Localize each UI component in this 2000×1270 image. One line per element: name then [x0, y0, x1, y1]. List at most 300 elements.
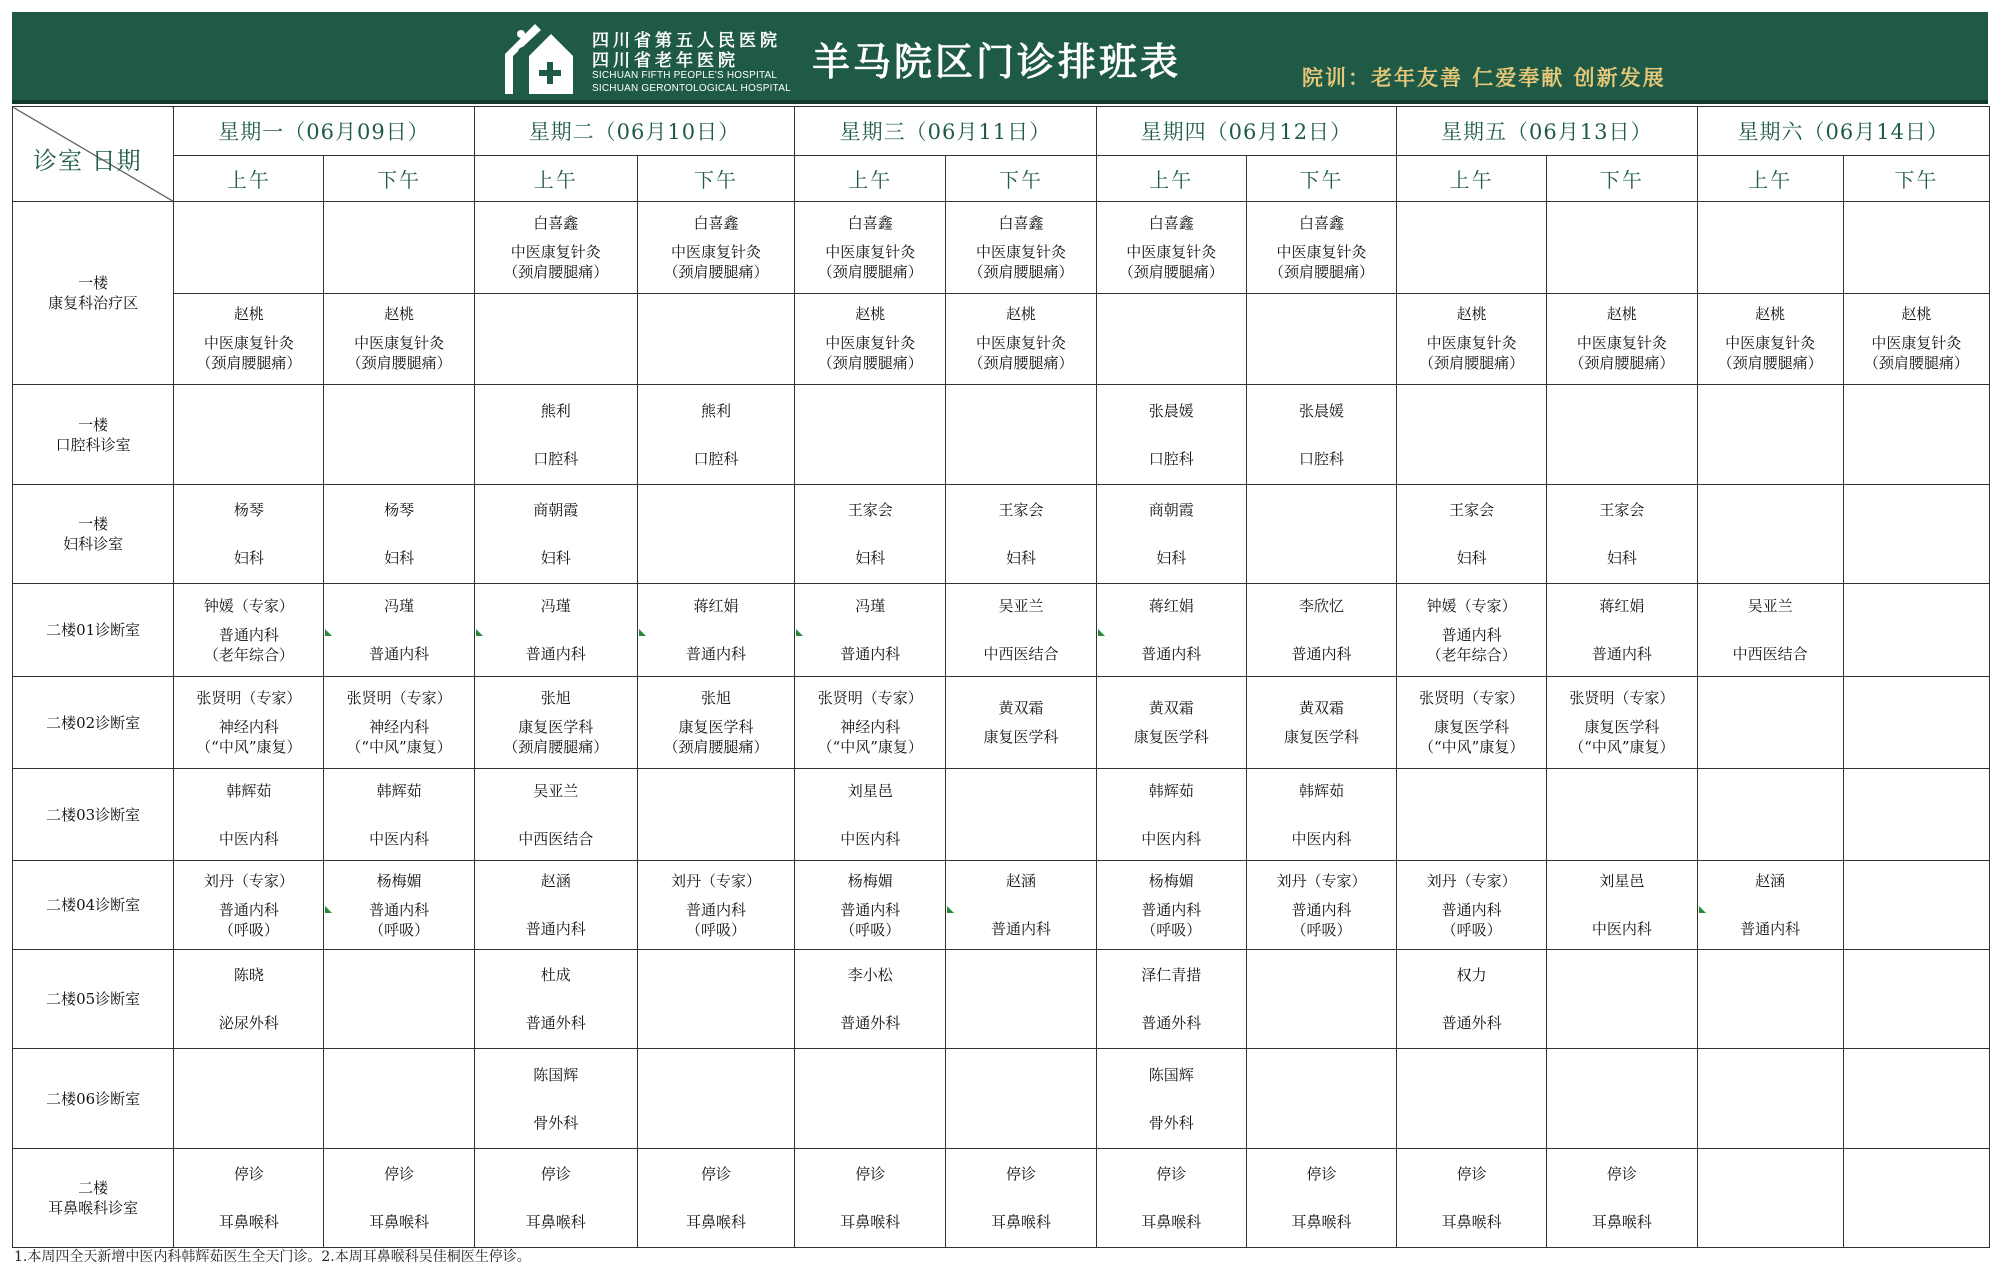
department-name: 耳鼻喉科: [1441, 1213, 1502, 1231]
department-name: 中医康复针灸: [1276, 242, 1367, 261]
schedule-cell: [1246, 584, 1396, 677]
department-note: （呼吸）: [1291, 920, 1352, 939]
schedule-cell-empty: [637, 1049, 794, 1149]
doctor-name: 吴亚兰: [1747, 597, 1793, 615]
corner-header: [13, 107, 174, 202]
schedule-row: [13, 385, 1990, 485]
department-name: 中医内科: [1291, 829, 1352, 848]
doctor-name: 张贤明（专家）: [1419, 689, 1525, 707]
department-note: （老年综合）: [203, 645, 294, 664]
room-label-line: 耳鼻喉科诊室: [48, 1199, 139, 1217]
schedule-cell: [946, 861, 1096, 950]
schedule-cell: [795, 202, 946, 294]
department-name: 普通内科: [525, 645, 586, 663]
doctor-name: 停诊: [1156, 1165, 1187, 1183]
cell-comment-marker-icon: [325, 629, 332, 636]
schedule-cell: [1096, 861, 1246, 950]
schedule-cell-empty: [1843, 861, 1989, 950]
doctor-name: 黄双霜: [1298, 699, 1344, 717]
department-name: 中医康复针灸: [1426, 334, 1517, 353]
department-name: 耳鼻喉科: [1591, 1213, 1652, 1231]
schedule-cell: [1397, 1149, 1547, 1248]
schedule-row: [13, 950, 1990, 1049]
doctor-name: 赵桃: [1606, 305, 1637, 324]
department-name: 康复医学科: [518, 718, 594, 736]
department-name: 中医内科: [218, 829, 279, 848]
department-note: （老年综合）: [1426, 645, 1517, 664]
department-name: 妇科: [233, 549, 264, 567]
department-note: （呼吸）: [686, 920, 747, 939]
schedule-cell-empty: [795, 385, 946, 485]
doctor-name: 张晨媛: [1298, 401, 1344, 420]
doctor-name: 李小松: [847, 966, 893, 984]
department-note: （呼吸）: [218, 920, 279, 939]
doctor-name: 黄双霜: [998, 699, 1044, 717]
schedule-cell-empty: [1697, 202, 1843, 294]
day-header: 星期五（06月13日）: [1397, 107, 1697, 156]
schedule-cell-empty: [637, 769, 794, 861]
department-note: （“中风”康复）: [346, 738, 452, 756]
schedule-row: [13, 769, 1990, 861]
schedule-cell-empty: [1547, 1049, 1697, 1149]
room-label: [13, 769, 174, 861]
department-name: 普通内科: [1441, 625, 1502, 644]
schedule-cell: [474, 769, 637, 861]
doctor-name: 杨梅媚: [1148, 871, 1194, 890]
schedule-cell: [1246, 769, 1396, 861]
schedule-cell: [1697, 293, 1843, 385]
schedule-cell: [946, 1149, 1096, 1248]
department-note: （颈肩腰腿痛）: [196, 354, 302, 373]
schedule-cell: [795, 293, 946, 385]
schedule-cell-empty: [1697, 1049, 1843, 1149]
schedule-cell-empty: [946, 1049, 1096, 1149]
doctor-name: 张贤明（专家）: [196, 689, 302, 707]
doctor-name: 权力: [1456, 966, 1487, 984]
department-name: 耳鼻喉科: [525, 1213, 586, 1231]
department-name: 康复医学科: [1133, 728, 1209, 746]
schedule-cell: [637, 202, 794, 294]
schedule-cell: [174, 677, 324, 769]
half-day-header: 上午: [474, 156, 637, 202]
department-name: 中医康复针灸: [975, 242, 1066, 261]
schedule-cell: [174, 584, 324, 677]
department-name: 普通内科: [218, 900, 279, 919]
department-name: 口腔科: [1298, 449, 1344, 468]
department-note: （颈肩腰腿痛）: [968, 262, 1074, 281]
department-name: 妇科: [540, 549, 571, 567]
department-name: 中医康复针灸: [510, 242, 601, 261]
schedule-cell-empty: [1843, 1149, 1989, 1248]
department-name: 普通内科: [1141, 900, 1202, 919]
schedule-cell: [1246, 861, 1396, 950]
schedule-cell-empty: [1697, 1149, 1843, 1248]
doctor-name: 刘丹（专家）: [203, 871, 294, 890]
schedule-cell: [1246, 677, 1396, 769]
schedule-cell: [1843, 293, 1989, 385]
schedule-cell: [1397, 677, 1547, 769]
doctor-name: 黄双霜: [1148, 699, 1194, 717]
schedule-cell-empty: [637, 293, 794, 385]
schedule-cell: [1547, 293, 1697, 385]
schedule-cell: [1697, 584, 1843, 677]
department-note: （颈肩腰腿痛）: [663, 262, 769, 281]
schedule-cell-empty: [174, 1049, 324, 1149]
schedule-cell: [474, 1149, 637, 1248]
department-name: 耳鼻喉科: [686, 1213, 747, 1231]
department-name: 中医康复针灸: [354, 334, 445, 353]
department-name: 普通内科: [840, 900, 901, 919]
schedule-cell-empty: [946, 950, 1096, 1049]
half-day-header: 下午: [1843, 156, 1989, 202]
doctor-name: 白喜鑫: [1148, 213, 1194, 232]
day-header: 星期四（06月12日）: [1096, 107, 1396, 156]
room-label-line: 口腔科诊室: [55, 435, 131, 454]
schedule-row: [13, 861, 1990, 950]
department-name: 康复医学科: [678, 718, 754, 736]
doctor-name: 赵涵: [540, 872, 571, 890]
schedule-cell: [324, 1149, 474, 1248]
schedule-cell: [795, 861, 946, 950]
schedule-cell: [1096, 385, 1246, 485]
schedule-cell-empty: [1843, 385, 1989, 485]
doctor-name: 韩辉茹: [226, 781, 272, 800]
doctor-name: 刘丹（专家）: [671, 871, 762, 890]
doctor-name: 白喜鑫: [533, 213, 579, 232]
half-day-header-row: [13, 156, 1990, 202]
department-name: 康复医学科: [1434, 718, 1510, 736]
hospital-name-en-1: SICHUAN FIFTH PEOPLE'S HOSPITAL: [592, 70, 778, 81]
doctor-name: 停诊: [384, 1165, 415, 1183]
schedule-cell: [474, 485, 637, 584]
department-note: （颈肩腰腿痛）: [817, 354, 923, 373]
room-label-line: 一楼: [78, 415, 109, 434]
doctor-name: 冯瑾: [384, 597, 415, 615]
hospital-motto: 院训：老年友善 仁爱奉献 创新发展: [1302, 65, 1666, 90]
schedule-cell: [1246, 202, 1396, 294]
room-label-line: 一楼: [78, 515, 109, 533]
department-name: 骨外科: [533, 1113, 579, 1132]
schedule-cell: [1397, 950, 1547, 1049]
cell-comment-marker-icon: [1699, 906, 1706, 913]
schedule-cell: [1246, 1149, 1396, 1248]
room-label: [13, 584, 174, 677]
half-day-header: 上午: [174, 156, 324, 202]
department-name: 普通内科: [686, 900, 747, 919]
schedule-cell-empty: [1843, 950, 1989, 1049]
department-name: 妇科: [384, 549, 415, 567]
hospital-logo-icon: [499, 16, 579, 96]
schedule-cell-empty: [1397, 769, 1547, 861]
schedule-cell-empty: [1397, 385, 1547, 485]
doctor-name: 杜成: [540, 966, 571, 984]
schedule-cell: [637, 385, 794, 485]
schedule-cell-empty: [946, 385, 1096, 485]
doctor-name: 钟媛（专家）: [203, 596, 294, 615]
department-name: 普通内科: [218, 625, 279, 644]
doctor-name: 王家会: [1449, 501, 1495, 519]
schedule-cell-empty: [946, 769, 1096, 861]
schedule-cell-empty: [324, 202, 474, 294]
schedule-cell: [1096, 485, 1246, 584]
department-name: 普通内科: [1441, 900, 1502, 919]
room-label-line: 二楼: [78, 1179, 109, 1197]
department-name: 中西医结合: [983, 645, 1059, 663]
hospital-name-cn-1: 四川省第五人民医院: [592, 31, 781, 51]
department-name: 神经内科: [369, 718, 430, 736]
department-name: 中医康复针灸: [1126, 242, 1217, 261]
schedule-cell: [474, 1049, 637, 1149]
department-name: 中医康复针灸: [1871, 334, 1962, 353]
schedule-cell-empty: [1843, 677, 1989, 769]
schedule-row: [13, 1049, 1990, 1149]
cell-comment-marker-icon: [325, 906, 332, 913]
room-label-line: 康复科治疗区: [48, 294, 139, 312]
schedule-row: [13, 677, 1990, 769]
doctor-name: 张贤明（专家）: [817, 689, 923, 707]
doctor-name: 熊利: [540, 401, 571, 420]
day-header: 星期一（06月09日）: [174, 107, 474, 156]
half-day-header: 上午: [1397, 156, 1547, 202]
day-header: 星期六（06月14日）: [1697, 107, 1989, 156]
department-name: 中医内科: [840, 829, 901, 848]
department-note: （“中风”康复）: [196, 738, 302, 756]
department-note: （颈肩腰腿痛）: [1863, 354, 1969, 373]
department-note: （颈肩腰腿痛）: [1419, 354, 1525, 373]
cell-comment-marker-icon: [796, 629, 803, 636]
department-name: 普通内科: [1740, 920, 1801, 938]
schedule-cell: [795, 677, 946, 769]
schedule-cell-empty: [1697, 677, 1843, 769]
department-name: 妇科: [855, 549, 886, 567]
doctor-name: 陈国辉: [1148, 1065, 1194, 1084]
doctor-name: 赵桃: [384, 305, 415, 324]
schedule-cell-empty: [795, 1049, 946, 1149]
doctor-name: 杨梅媚: [376, 871, 422, 890]
department-name: 中医康复针灸: [825, 242, 916, 261]
schedule-cell-empty: [324, 385, 474, 485]
schedule-cell: [474, 385, 637, 485]
department-note: （颈肩腰腿痛）: [503, 738, 609, 756]
half-day-header: 下午: [1246, 156, 1396, 202]
schedule-cell: [474, 584, 637, 677]
page-title: 羊马院区门诊排班表: [812, 39, 1182, 84]
schedule-cell: [324, 485, 474, 584]
doctor-name: 赵涵: [1755, 872, 1786, 890]
schedule-cell: [1547, 861, 1697, 950]
schedule-cell: [1397, 584, 1547, 677]
doctor-name: 张旭: [701, 689, 732, 707]
schedule-cell-empty: [1547, 769, 1697, 861]
doctor-name: 停诊: [233, 1165, 264, 1183]
room-label-line: 二楼02诊断室: [46, 713, 141, 732]
department-name: 中医康复针灸: [671, 242, 762, 261]
department-name: 普通内科: [369, 900, 430, 919]
department-name: 口腔科: [693, 449, 739, 468]
doctor-name: 刘丹（专家）: [1276, 871, 1367, 890]
schedule-row: [13, 584, 1990, 677]
doctor-name: 泽仁青措: [1141, 966, 1202, 984]
cell-comment-marker-icon: [1098, 629, 1105, 636]
department-note: （“中风”康复）: [1419, 738, 1525, 756]
schedule-cell: [637, 677, 794, 769]
schedule-cell: [637, 1149, 794, 1248]
department-name: 普通内科: [1291, 645, 1352, 663]
schedule-cell: [1397, 861, 1547, 950]
department-name: 神经内科: [840, 718, 901, 736]
room-label-line: 二楼04诊断室: [46, 896, 141, 914]
department-name: 中医内科: [1141, 829, 1202, 848]
doctor-name: 停诊: [1005, 1165, 1036, 1183]
doctor-name: 杨梅媚: [847, 871, 893, 890]
schedule-cell-empty: [1843, 485, 1989, 584]
schedule-cell-empty: [1246, 485, 1396, 584]
department-note: （颈肩腰腿痛）: [968, 354, 1074, 373]
doctor-name: 停诊: [701, 1165, 732, 1183]
schedule-cell: [1697, 861, 1843, 950]
half-day-header: 下午: [324, 156, 474, 202]
schedule-cell: [946, 677, 1096, 769]
department-name: 普通内科: [1291, 900, 1352, 919]
doctor-name: 赵涵: [1005, 872, 1036, 890]
schedule-row: [13, 293, 1990, 385]
day-header: 星期二（06月10日）: [474, 107, 794, 156]
corner-header-label: 诊室 日期: [33, 147, 142, 175]
schedule-cell-empty: [1397, 202, 1547, 294]
doctor-name: 冯瑾: [540, 597, 571, 615]
room-label: [13, 950, 174, 1049]
doctor-name: 杨琴: [384, 501, 415, 519]
doctor-name: 王家会: [1599, 501, 1645, 519]
schedule-cell: [474, 861, 637, 950]
doctor-name: 陈晓: [233, 966, 264, 984]
schedule-cell: [637, 861, 794, 950]
schedule-cell-empty: [1843, 202, 1989, 294]
room-label-line: 妇科诊室: [63, 535, 124, 553]
department-note: （颈肩腰腿痛）: [1717, 354, 1823, 373]
schedule-cell: [324, 677, 474, 769]
department-name: 普通内科: [369, 645, 430, 663]
doctor-name: 韩辉茹: [1148, 781, 1194, 800]
doctor-name: 李欣忆: [1298, 597, 1344, 615]
schedule-cell: [1397, 293, 1547, 385]
schedule-cell-empty: [1547, 385, 1697, 485]
doctor-name: 刘丹（专家）: [1426, 871, 1517, 890]
schedule-cell: [1547, 677, 1697, 769]
department-name: 耳鼻喉科: [1141, 1213, 1202, 1231]
department-note: （呼吸）: [1441, 920, 1502, 939]
department-name: 普通内科: [686, 645, 747, 663]
department-name: 耳鼻喉科: [840, 1213, 901, 1231]
schedule-cell: [174, 1149, 324, 1248]
schedule-cell-empty: [174, 202, 324, 294]
department-note: （“中风”康复）: [1569, 738, 1675, 756]
department-name: 妇科: [1456, 549, 1487, 567]
schedule-cell: [474, 202, 637, 294]
half-day-header: 下午: [1547, 156, 1697, 202]
department-name: 中医康复针灸: [203, 334, 294, 353]
schedule-cell: [1096, 677, 1246, 769]
department-name: 中西医结合: [518, 829, 594, 848]
schedule-cell-empty: [1246, 1049, 1396, 1149]
doctor-name: 蒋红娟: [1599, 597, 1645, 615]
doctor-name: 停诊: [855, 1165, 886, 1183]
room-label: [13, 1149, 174, 1248]
schedule-cell-empty: [1547, 950, 1697, 1049]
doctor-name: 韩辉茹: [1298, 781, 1344, 800]
department-note: （呼吸）: [369, 920, 430, 939]
department-name: 康复医学科: [1283, 728, 1359, 746]
schedule-cell: [324, 584, 474, 677]
day-header-row: [13, 107, 1990, 156]
doctor-name: 停诊: [1456, 1165, 1487, 1183]
schedule-cell: [474, 677, 637, 769]
doctor-name: 赵桃: [233, 305, 264, 324]
room-label: [13, 861, 174, 950]
department-name: 耳鼻喉科: [990, 1213, 1051, 1231]
doctor-name: 停诊: [540, 1165, 571, 1183]
cell-comment-marker-icon: [476, 629, 483, 636]
room-label-line: 二楼06诊断室: [46, 1089, 141, 1108]
department-name: 中医内科: [1591, 920, 1652, 938]
doctor-name: 钟媛（专家）: [1426, 596, 1517, 615]
doctor-name: 商朝霞: [1148, 501, 1194, 519]
schedule-cell-empty: [1397, 1049, 1547, 1149]
schedule-cell-empty: [474, 293, 637, 385]
department-name: 耳鼻喉科: [1291, 1213, 1352, 1231]
department-note: （呼吸）: [1141, 920, 1202, 939]
schedule-cell: [1246, 385, 1396, 485]
room-label: [13, 1049, 174, 1149]
schedule-cell: [946, 293, 1096, 385]
schedule-cell-empty: [1697, 385, 1843, 485]
schedule-cell: [795, 950, 946, 1049]
header-banner: [12, 12, 1988, 104]
doctor-name: 王家会: [998, 501, 1044, 519]
schedule-cell: [174, 485, 324, 584]
doctor-name: 张贤明（专家）: [1569, 689, 1675, 707]
schedule-cell-empty: [324, 1049, 474, 1149]
department-note: （颈肩腰腿痛）: [663, 738, 769, 756]
schedule-cell: [795, 584, 946, 677]
room-label-line: 二楼05诊断室: [46, 990, 141, 1008]
department-name: 中医康复针灸: [1725, 334, 1816, 353]
department-name: 普通内科: [1591, 645, 1652, 663]
department-note: （颈肩腰腿痛）: [503, 262, 609, 281]
schedule-cell-empty: [324, 950, 474, 1049]
schedule-cell-empty: [1246, 950, 1396, 1049]
doctor-name: 白喜鑫: [998, 213, 1044, 232]
department-name: 中西医结合: [1732, 645, 1808, 663]
department-name: 口腔科: [533, 449, 579, 468]
doctor-name: 赵桃: [1901, 305, 1932, 324]
schedule-row: [13, 202, 1990, 294]
department-name: 中医康复针灸: [825, 334, 916, 353]
half-day-header: 下午: [946, 156, 1096, 202]
hospital-name-en-2: SICHUAN GERONTOLOGICAL HOSPITAL: [592, 83, 791, 94]
schedule-cell: [1096, 769, 1246, 861]
doctor-name: 蒋红娟: [1148, 597, 1194, 615]
department-note: （颈肩腰腿痛）: [1569, 354, 1675, 373]
schedule-cell: [946, 485, 1096, 584]
department-name: 普通外科: [1441, 1014, 1502, 1032]
doctor-name: 张贤明（专家）: [346, 689, 452, 707]
doctor-name: 陈国辉: [533, 1065, 579, 1084]
doctor-name: 张旭: [540, 689, 571, 707]
doctor-name: 白喜鑫: [1298, 213, 1344, 232]
department-name: 中医康复针灸: [1576, 334, 1667, 353]
department-name: 妇科: [1156, 549, 1187, 567]
